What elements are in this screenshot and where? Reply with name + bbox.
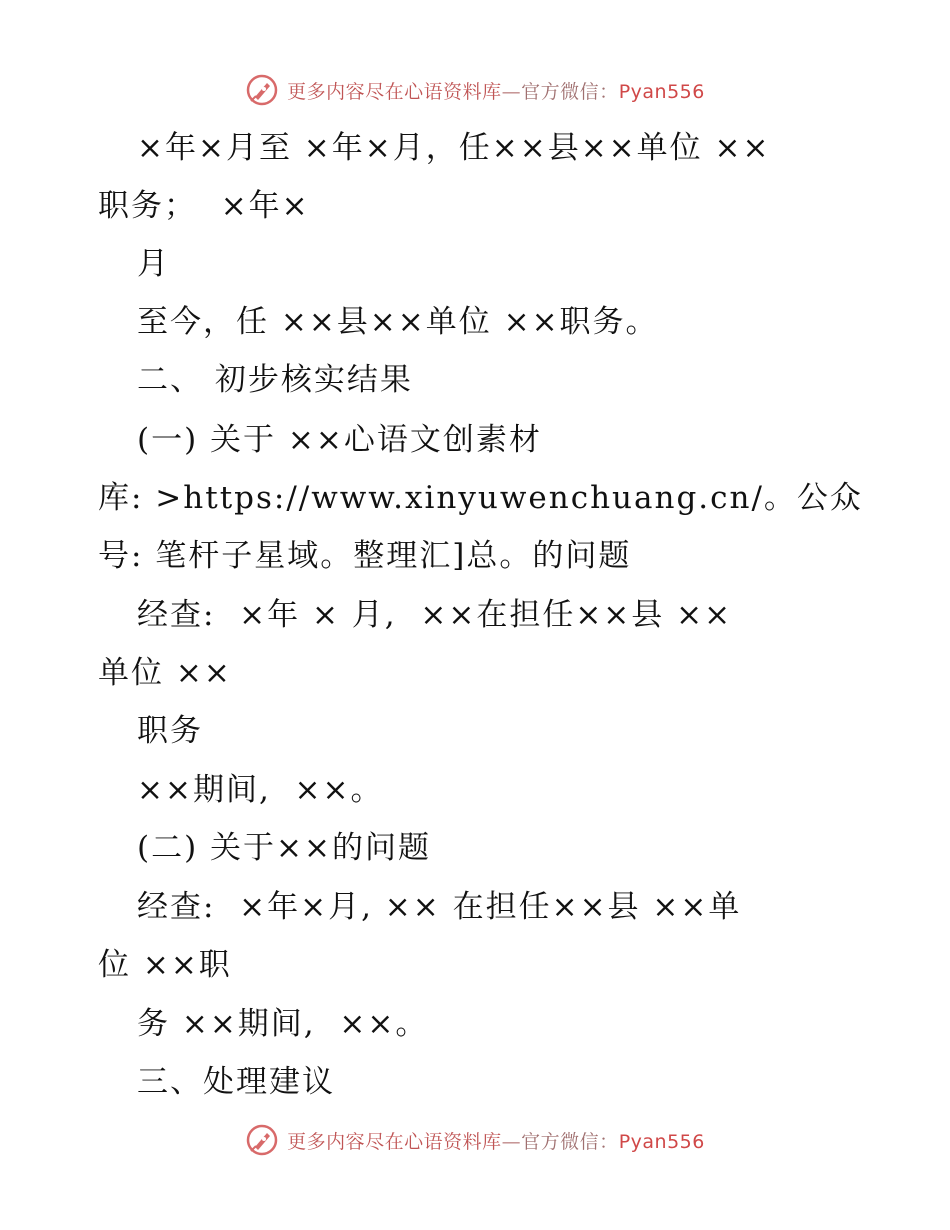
- text-line: 位 ××职: [98, 947, 232, 983]
- text-line: ×年×月至 ×年×月，任××县××单位 ××: [137, 130, 771, 166]
- text-line: 职务: [137, 713, 203, 749]
- text-line: 号: 笔杆子星域。整理汇]总。的问题: [98, 538, 632, 574]
- watermark-banner-top: [0, 70, 950, 110]
- text-line: 单位 ××: [98, 655, 232, 691]
- watermark-label: 更多内容尽在心语资料库: [287, 80, 502, 103]
- text-line: 经查: ×年 × 月, ××在担任××县 ××: [137, 597, 733, 633]
- watermark-text: [287, 77, 705, 104]
- text-line: 职务； ×年×: [98, 188, 310, 224]
- watermark-text: [287, 1127, 705, 1154]
- text-line: 经查: ×年×月, ×× 在担任××县 ××单: [137, 889, 742, 925]
- watermark-id: Pyan556: [618, 1130, 705, 1153]
- watermark-channel: 官方微信：: [521, 1130, 619, 1153]
- subsection-heading: (一) 关于 ××心语文创素材: [137, 422, 542, 458]
- watermark-separator: —: [501, 80, 522, 103]
- pen-nib-circle-icon: [245, 73, 279, 107]
- watermark-label: 更多内容尽在心语资料库: [287, 1130, 502, 1153]
- pen-nib-circle-icon: [245, 1123, 279, 1157]
- text-line: 库: >https://www.xinyuwenchuang.cn/。公众: [98, 480, 863, 516]
- watermark-id: Pyan556: [618, 80, 705, 103]
- section-heading: 三、处理建议: [137, 1064, 335, 1100]
- subsection-heading: (二) 关于××的问题: [137, 830, 431, 866]
- text-line: 至今，任 ××县××单位 ××职务。: [137, 304, 659, 340]
- text-line: 月: [137, 246, 170, 282]
- watermark-banner-bottom: [0, 1120, 950, 1160]
- section-heading: 二、 初步核实结果: [137, 362, 413, 398]
- text-line: 务 ××期间, ××。: [137, 1006, 429, 1042]
- text-line: ××期间, ××。: [137, 772, 384, 808]
- watermark-channel: 官方微信：: [521, 80, 619, 103]
- watermark-separator: —: [501, 1130, 522, 1153]
